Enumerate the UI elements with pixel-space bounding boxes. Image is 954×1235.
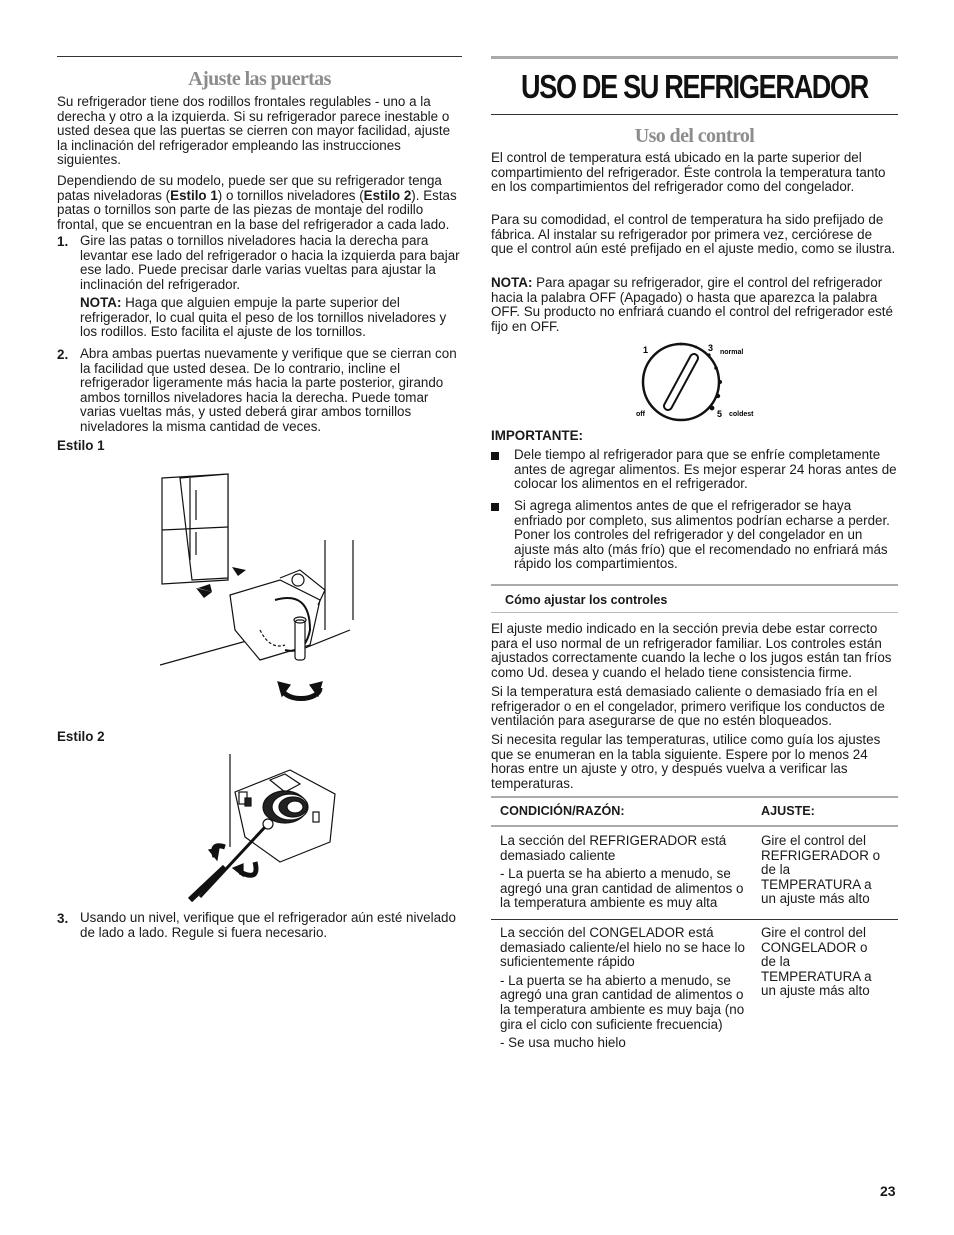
dial-label-coldest: coldest [729, 411, 754, 418]
step-1-note: NOTA: Haga que alguien empuje la parte superior del refrigerador, lo cual quita el peso de los tornillos niveladores y los rodillos. Esto facilita el ajuste de los tornillos. [80, 295, 447, 340]
subheading-controls: Cómo ajustar los controles [505, 593, 668, 607]
table-row-2-adjust: Gire el control del CONGELADOR o de la TEMPERATURA a un ajuste más alto [761, 925, 872, 999]
control-paragraph-2: Para su comodidad, el control de temperatura ha sido prefijado de fábrica. Al instalar su refrigerador por primera vez, cerciórese de que el control aún esté prefijado en el ajuste medio, como se ilustra. [491, 212, 896, 257]
bullet-marker [491, 503, 499, 511]
table-row-1-condition: La sección del REFRIGERADOR está demasiado caliente - La puerta se ha abierto a menudo, se agregó una gran cantidad de alimentos o la temperatura ambiente es muy alta [500, 833, 744, 911]
page-number: 23 [880, 1183, 896, 1199]
estilo-2-illustration [185, 752, 360, 902]
table-row-rule [491, 919, 898, 920]
control-paragraph-1: El control de temperatura está ubicado en la parte superior del compartimiento del refrigerador. Éste controla la temperatura tanto en los compartimientos del refrigerador como del congelador. [491, 150, 886, 195]
step-3-text: Usando un nivel, verifique que el refrigerador aún esté nivelado de lado a lado. Regule si fuera necesario. [80, 910, 456, 940]
dial-label-3: 3 [708, 343, 714, 353]
table-row-1-adjust: Gire el control del REFRIGERADOR o de la TEMPERATURA a un ajuste más alto [761, 833, 881, 907]
step-2-number: 2. [57, 347, 69, 362]
page-title: USO DE SU REFRIGERADOR [521, 68, 869, 105]
section-heading-ajuste: Ajuste las puertas [188, 68, 331, 90]
dial-label-normal: normal [720, 349, 744, 356]
table-header-condition: CONDICIÓN/RAZÓN: [500, 804, 625, 818]
table-header-adjust: AJUSTE: [761, 804, 815, 818]
controls-paragraph-3: Si necesita regular las temperaturas, utilice como guía los ajustes que se enumeran en la tabla siguiente. Espere por lo menos 24 horas entre un ajuste y otro, y después vuelva a verificar las temperaturas. [491, 732, 881, 791]
table-header-rule [491, 825, 898, 827]
controls-paragraph-2: Si la temperatura está demasiado caliente o demasiado fría en el refrigerador o en el congelador, primero verifique los conductos de ventilación para asegurarse de que no estén bloqueados. [491, 684, 885, 729]
step-2-text: Abra ambas puertas nuevamente y verifique que se cierran con la facilidad que usted desea. De lo contrario, incline el refrigerador ligeramente más hacia la parte posterior, girando ambos tornillos niveladores hacia la derecha. Puede tomar varias vueltas más, y usted deberá girar ambos tornillos niveladores la misma cantidad de veces. [80, 346, 457, 434]
left-intro [57, 95, 462, 238]
importante-label: IMPORTANTE: [491, 428, 583, 443]
estilo-2-label: Estilo 2 [57, 729, 105, 744]
estilo-1-label: Estilo 1 [57, 438, 105, 453]
title-rule-top [491, 56, 898, 59]
step-1-number: 1. [57, 234, 69, 249]
top-rule-left [57, 56, 462, 57]
intro-paragraph: Su refrigerador tiene dos rodillos frontales regulables - uno a la derecha y otro a la izquierda. Si su refrigerador parece inestable o usted desea que las puertas se cierren con mayor facilidad, ajuste la inclinación del refrigerador empleando las instrucciones siguientes. [57, 94, 451, 168]
control-note: NOTA: Para apagar su refrigerador, gire el control del refrigerador hacia la palabra OFF (Apagado) o hasta que aparezca la palabra OFF. Su producto no enfriará cuando el control del refrigerador esté fijo en OFF. [491, 275, 893, 334]
title-rule-bottom [491, 114, 898, 115]
subheading-rule-bottom [491, 612, 898, 613]
dial-label-off: off [636, 411, 645, 418]
subheading-rule-top [491, 584, 898, 586]
controls-paragraph-1: El ajuste medio indicado en la sección previa debe estar correcto para el uso normal de un refrigerador familiar. Los controles están ajustados correctamente cuando la leche o los jugos están tan fríos como Ud. desea y cuando el helado tiene consistencia firme. [491, 621, 892, 680]
importante-bullet-2: Si agrega alimentos antes de que el refrigerador se haya enfriado por completo, sus alimentos podrían echarse a perder. Poner los controles del refrigerador y del congelador en un ajuste más alto (más frío) que el recomendado no enfriará más rápido los compartimientos. [514, 498, 890, 572]
section-heading-control: Uso del control [634, 125, 755, 147]
step-3-number: 3. [57, 911, 69, 926]
temperature-dial [630, 340, 770, 425]
dial-label-1: 1 [643, 345, 649, 355]
importante-bullet-1: Dele tiempo al refrigerador para que se enfríe completamente antes de agregar alimentos. Es mejor esperar 24 horas antes de colocar los alimentos en el refrigerador. [514, 447, 897, 492]
table-row-2-condition: La sección del CONGELADOR está demasiado caliente/el hielo no se hace lo suficientemente rápido - La puerta se ha abierto a menudo, se agregó una gran cantidad de alimentos o la temperatura ambiente es muy baja (no gira el ciclo con suficiente frecuencia) - Se usa mucho hielo [500, 925, 745, 1051]
step-1-text: Gire las patas o tornillos niveladores hacia la derecha para levantar ese lado del refrigerador o hacia la izquierda para bajar ese lado. Puede precisar darle varias vueltas para ajustar la inclinación del refrigerador. [80, 233, 460, 292]
dial-label-5: 5 [717, 409, 723, 419]
bullet-marker [491, 452, 499, 460]
model-paragraph: Dependiendo de su modelo, puede ser que su refrigerador tenga patas niveladoras (Estilo 1) o tornillos niveladores (Estilo 2). Estas patas o tornillos son parte de las piezas de montaje del rodillo frontal, que se encuentran en la base del refrigerador a cada lado. [57, 172, 457, 232]
estilo-1-illustration [160, 470, 360, 720]
table-rule-top [491, 796, 898, 798]
